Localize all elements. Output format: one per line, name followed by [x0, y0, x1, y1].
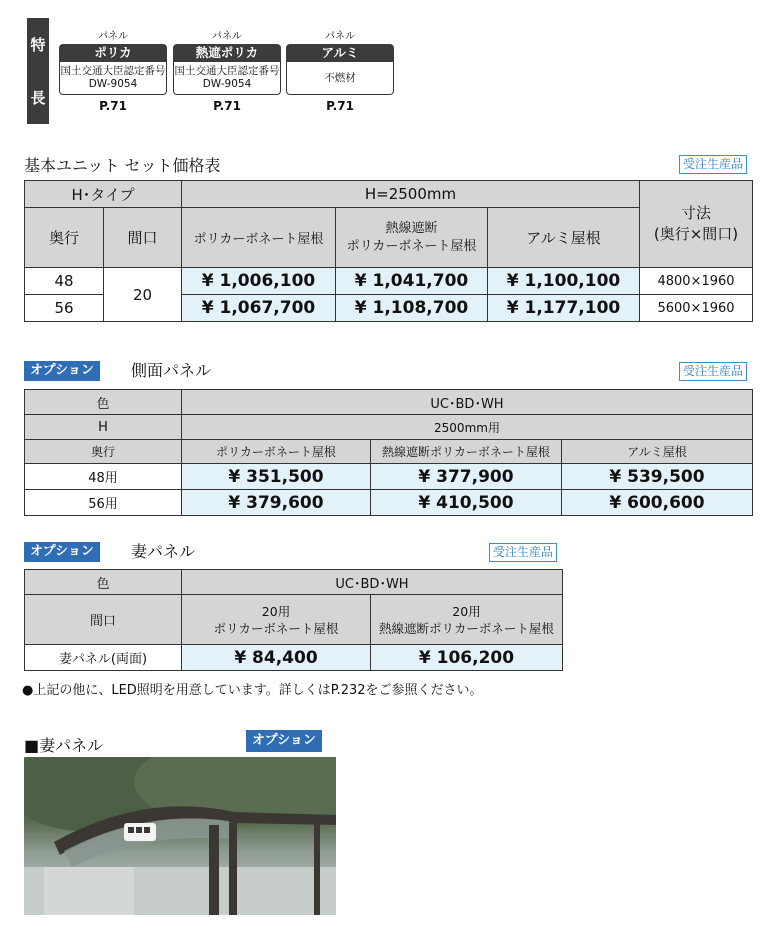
- price-cell: ¥ 351,500: [182, 464, 371, 490]
- price-cell: ¥ 600,600: [562, 490, 753, 516]
- color-value: UC･BD･WH: [182, 570, 563, 595]
- color-header: 色: [25, 390, 182, 415]
- size-header: 寸法 (奥行×間口): [640, 181, 753, 268]
- roof-heat-polyca-header: 熱線遮断 ポリカーボネート屋根: [336, 208, 488, 268]
- price-cell: ¥ 539,500: [562, 464, 753, 490]
- row-label: 48用: [25, 464, 182, 490]
- feature-name: ポリカ: [59, 44, 167, 62]
- price-cell: ¥ 106,200: [371, 645, 563, 671]
- gable-col-heat-polyca: 20用 熱線遮断ポリカーボネート屋根: [371, 595, 563, 645]
- feature-caption: パネル: [212, 31, 242, 42]
- price-cell: ¥ 1,108,700: [336, 295, 488, 322]
- depth-header: 奥行: [25, 208, 104, 268]
- roof-heat-polyca-header: 熱線遮断ポリカーボネート屋根: [371, 440, 562, 464]
- price-cell: ¥ 1,100,100: [488, 268, 640, 295]
- feature-page: P.71: [213, 99, 241, 113]
- h-value-header: H=2500mm: [182, 181, 640, 208]
- carport-illustration: [24, 757, 336, 915]
- roof-polyca-header: ポリカーボネート屋根: [182, 208, 336, 268]
- carport-photo: [24, 757, 336, 915]
- basic-table-title: 基本ユニット セット価格表: [24, 156, 221, 175]
- gable-panel-option-label: オプション: [24, 540, 100, 562]
- price-cell: ¥ 1,041,700: [336, 268, 488, 295]
- feature-name: アルミ: [286, 44, 394, 62]
- basic-price-table: [24, 180, 753, 322]
- led-note: ●上記の他に、LED照明を用意しています。詳しくはP.232をご参照ください。: [22, 683, 483, 698]
- h-header: H: [25, 415, 182, 440]
- size-cell: 4800×1960: [640, 268, 753, 295]
- row-label: 妻パネル(両面): [25, 645, 182, 671]
- width-header: 間口: [104, 208, 182, 268]
- photo-section-title: ■妻パネル: [24, 736, 104, 755]
- width-header: 間口: [25, 595, 182, 645]
- side-panel-table: [24, 389, 753, 516]
- price-cell: ¥ 377,900: [371, 464, 562, 490]
- roof-polyca-header: ポリカーボネート屋根: [182, 440, 371, 464]
- feature-desc: 国土交通大臣認定番号 DW-9054: [173, 62, 281, 95]
- gable-col-polyca: 20用 ポリカーボネート屋根: [182, 595, 371, 645]
- price-cell: ¥ 84,400: [182, 645, 371, 671]
- depth-cell: 48: [25, 268, 104, 295]
- table-row: [25, 464, 753, 490]
- row-label: 56用: [25, 490, 182, 516]
- roof-aluminum-header: アルミ屋根: [488, 208, 640, 268]
- depth-cell: 56: [25, 295, 104, 322]
- made-to-order-badge: 受注生産品: [679, 362, 747, 381]
- price-cell: ¥ 379,600: [182, 490, 371, 516]
- feature-caption: パネル: [325, 31, 355, 42]
- feature-page: P.71: [326, 99, 354, 113]
- width-cell: 20: [104, 268, 182, 322]
- price-cell: ¥ 1,177,100: [488, 295, 640, 322]
- color-value: UC･BD･WH: [182, 390, 753, 415]
- side-panel-option-label: オプション: [24, 359, 100, 381]
- size-cell: 5600×1960: [640, 295, 753, 322]
- feature-caption: パネル: [98, 31, 128, 42]
- feature-name: 熱遮ポリカ: [173, 44, 281, 62]
- made-to-order-badge: 受注生産品: [489, 543, 557, 562]
- roof-aluminum-header: アルミ屋根: [562, 440, 753, 464]
- feature-desc: 国土交通大臣認定番号 DW-9054: [59, 62, 167, 95]
- table-row: [25, 490, 753, 516]
- feature-desc: 不燃材: [286, 62, 394, 95]
- made-to-order-badge: 受注生産品: [679, 155, 747, 174]
- photo-option-label: オプション: [246, 729, 322, 752]
- h-value: 2500mm用: [182, 415, 753, 440]
- table-row: [25, 268, 753, 295]
- h-type-header: H･タイプ: [25, 181, 182, 208]
- side-panel-title: 側面パネル: [131, 361, 212, 380]
- price-cell: ¥ 410,500: [371, 490, 562, 516]
- feature-heat-polyca: [173, 30, 281, 113]
- price-cell: ¥ 1,006,100: [182, 268, 336, 295]
- gable-panel-table: [24, 569, 563, 671]
- price-cell: ¥ 1,067,700: [182, 295, 336, 322]
- feature-polyca: [59, 30, 167, 113]
- table-row: [25, 645, 563, 671]
- feature-page: P.71: [99, 99, 127, 113]
- features-side-label: 特 長: [27, 18, 49, 124]
- feature-aluminum: [286, 30, 394, 113]
- depth-header: 奥行: [25, 440, 182, 464]
- color-header: 色: [25, 570, 182, 595]
- gable-panel-title: 妻パネル: [131, 542, 196, 561]
